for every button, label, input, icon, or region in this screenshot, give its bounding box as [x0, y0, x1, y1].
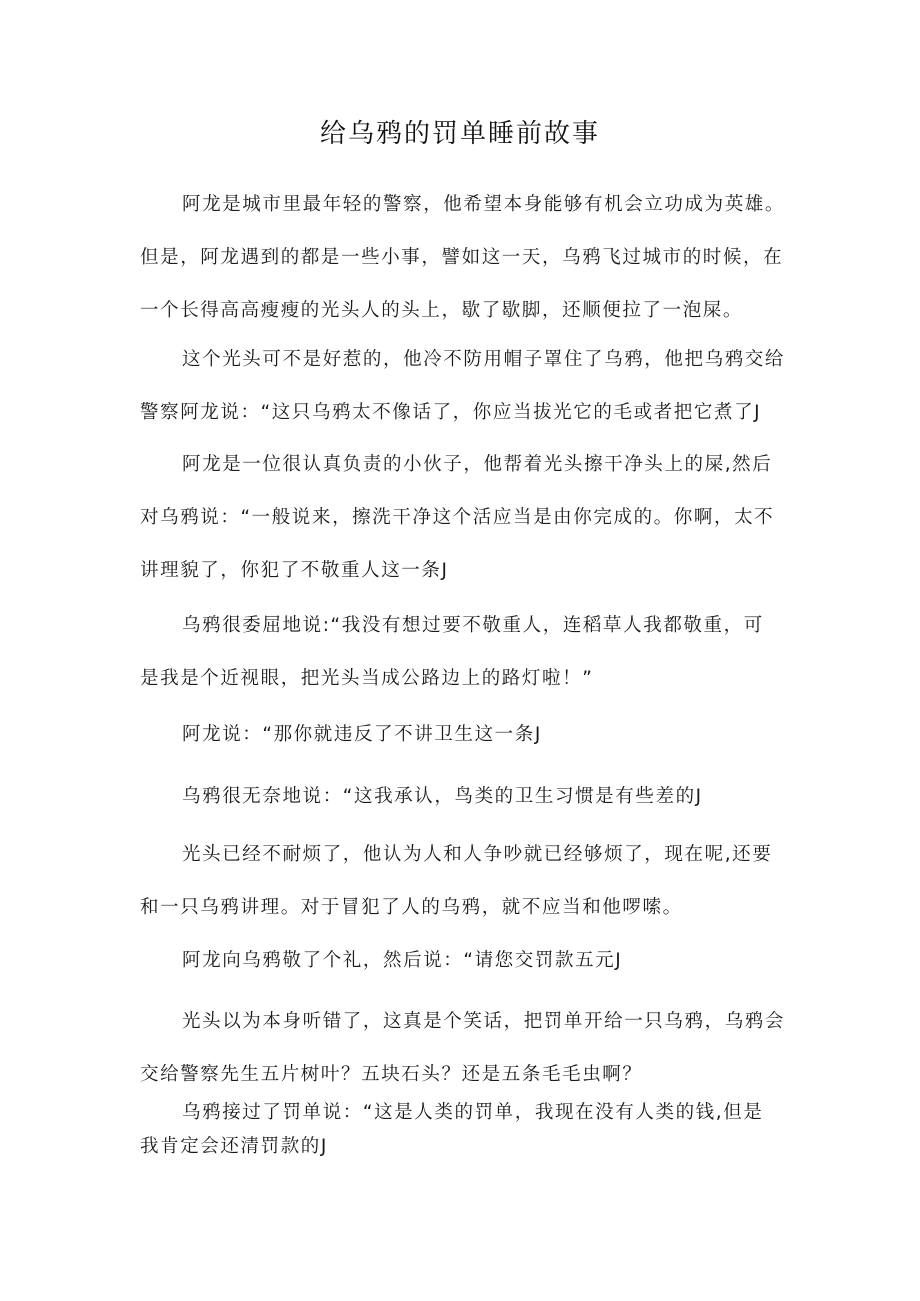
paragraph-line: 乌鸦接过了罚单说：“这是人类的罚单，我现在没有人类的钱,但是	[182, 1102, 764, 1123]
paragraph-line: 警察阿龙说：“这只乌鸦太不像话了，你应当拔光它的毛或者把它煮了J	[140, 402, 762, 423]
paragraph-line: 讲理貌了，你犯了不敬重人这一条J	[140, 560, 449, 581]
paragraph-line: 是我是个近视眼，把光头当成公路边上的路灯啦！”	[140, 668, 594, 689]
paragraph	[140, 333, 790, 439]
paragraph	[140, 770, 790, 823]
paragraph-line: 对乌鸦说：“一般说来，擦洗干净这个活应当是由你完成的。你啊，太不	[140, 507, 775, 528]
paragraph	[140, 438, 790, 597]
paragraph-line: 乌鸦很委屈地说:“我没有想过要不敬重人，连稻草人我都敬重，可	[182, 615, 764, 636]
paragraph-line: 阿龙是城市里最年轻的警察，他希望本身能够有机会立功成为英雄。	[182, 194, 786, 215]
document-title: 给乌鸦的罚单睡前故事	[319, 119, 600, 149]
paragraph-line: 阿龙说：“那你就违反了不讲卫生这一条J	[182, 724, 542, 745]
paragraph-line: 交给警察先生五片树叶？五块石头？还是五条毛毛虫啊？	[140, 1064, 643, 1085]
paragraph	[140, 599, 790, 705]
paragraph-line: 光头已经不耐烦了，他认为人和人争吵就已经够烦了，现在呢,还要	[182, 844, 773, 865]
paragraph	[140, 708, 790, 761]
paragraph	[140, 995, 790, 1101]
paragraph	[140, 178, 790, 337]
paragraph-line: 我肯定会还清罚款的J	[140, 1136, 328, 1157]
paragraph-line: 乌鸦很无奈地说：“这我承认，鸟类的卫生习惯是有些差的J	[182, 786, 703, 807]
paragraph-line: 一个长得高高瘦瘦的光头人的头上，歇了歇脚，还顺便拉了一泡屎。	[140, 300, 744, 321]
paragraph	[140, 934, 790, 987]
paragraph-line: 阿龙是一位很认真负责的小伙子，他帮着光头擦干净头上的屎,然后	[182, 454, 773, 475]
paragraph	[140, 1096, 790, 1164]
paragraph-line: 这个光头可不是好惹的，他冷不防用帽子罩住了乌鸦，他把乌鸦交给	[182, 349, 786, 370]
paragraph	[140, 828, 790, 934]
paragraph-line: 光头以为本身听错了，这真是个笑话，把罚单开给一只乌鸦，乌鸦会	[182, 1011, 786, 1032]
paragraph-line: 但是，阿龙遇到的都是一些小事，譬如这一天，乌鸦飞过城市的时候，在	[140, 247, 784, 268]
paragraph-line: 和一只乌鸦讲理。对于冒犯了人的乌鸦，就不应当和他啰嗦。	[140, 897, 683, 918]
paragraph-line: 阿龙向乌鸦敬了个礼，然后说：“请您交罚款五元J	[182, 950, 623, 971]
